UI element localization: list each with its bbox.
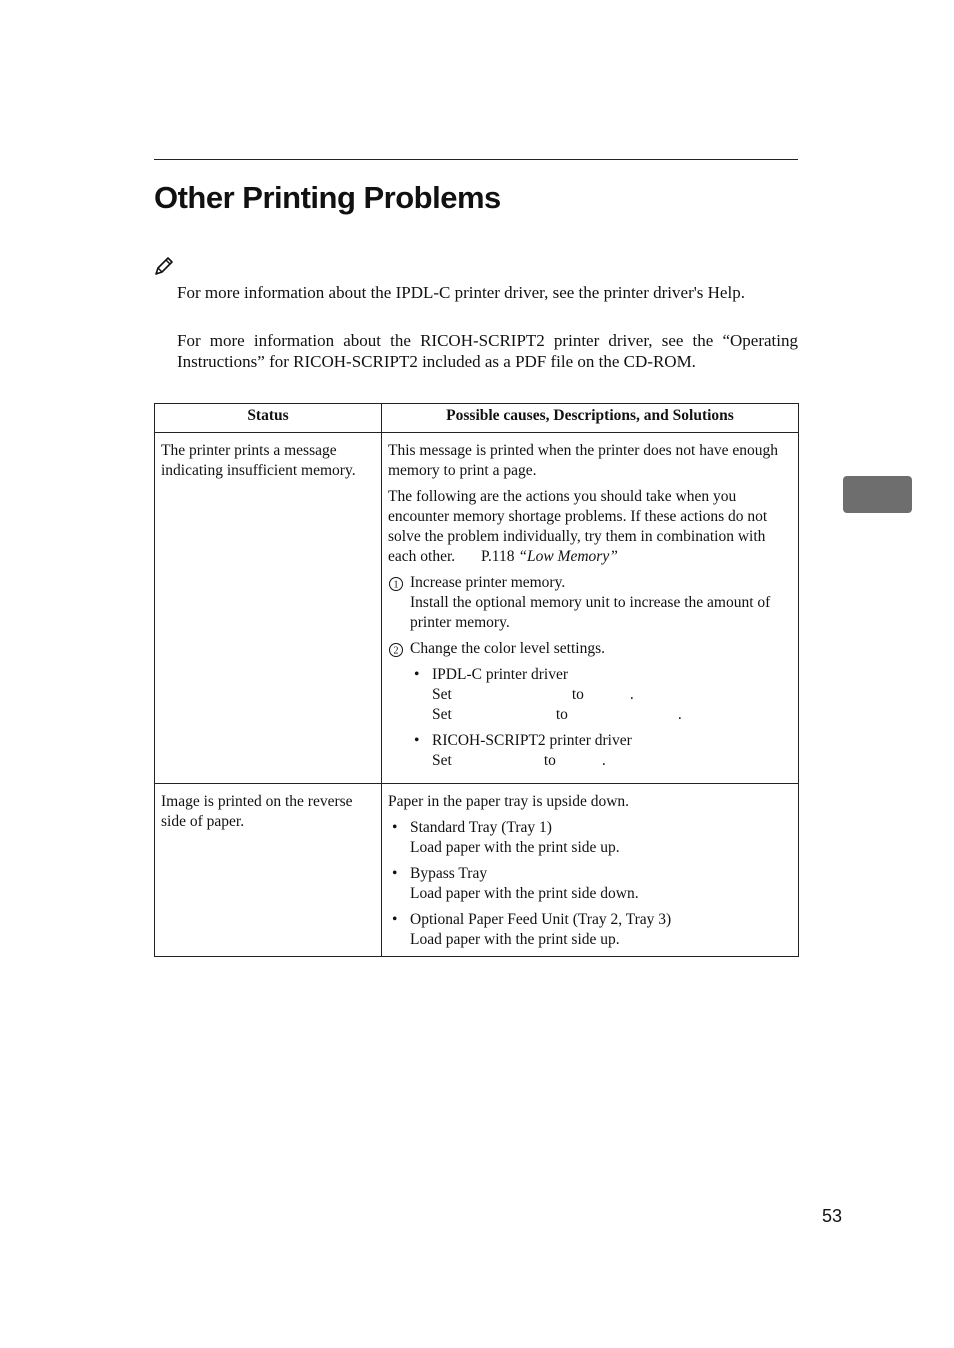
header-rule [154, 159, 798, 160]
bullet-icon: • [392, 911, 398, 928]
description-text: The following are the actions you should take when you encounter memory shortage problems. If these actions do not solve the problem individually, try them in combination with each other. [388, 488, 768, 565]
solution-cell [382, 784, 799, 957]
status-cell: Image is printed on the reverse side of paper. [155, 784, 382, 957]
list-item [410, 731, 792, 771]
to-word: to [555, 706, 568, 723]
driver-name: IPDL-C printer driver [432, 666, 569, 683]
tray-instruction: Load paper with the print side up. [410, 839, 620, 856]
list-item [388, 864, 792, 904]
set-word: Set [432, 686, 452, 703]
description-text [388, 487, 792, 567]
circled-number-one-icon [388, 576, 404, 592]
table-row [155, 433, 799, 784]
driver-name: RICOH-SCRIPT2 printer driver [432, 732, 632, 749]
pencil-note-icon [154, 256, 174, 276]
svg-text:2: 2 [393, 645, 399, 657]
note-paragraph: For more information about the IPDL-C printer driver, see the printer driver's Help. [177, 283, 745, 302]
column-header-status: Status [155, 404, 382, 433]
bullet-icon: • [392, 819, 398, 836]
step-title: Increase printer memory. [410, 574, 566, 591]
tray-instruction: Load paper with the print side down. [410, 885, 639, 902]
tray-instruction: Load paper with the print side up. [410, 931, 620, 948]
set-word: Set [432, 752, 452, 769]
page-number: 53 [822, 1206, 843, 1226]
chapter-tab [843, 476, 912, 513]
page-title: Other Printing Problems [154, 180, 501, 215]
tray-name: Standard Tray (Tray 1) [410, 819, 552, 836]
page-reference[interactable]: P.118 [481, 548, 515, 565]
tray-name: Bypass Tray [410, 865, 488, 882]
to-word: to [571, 686, 584, 703]
column-header-solutions: Possible causes, Descriptions, and Solutions [382, 404, 799, 433]
setting-line: Set to . [432, 706, 682, 723]
list-item [388, 818, 792, 858]
note-paragraph: For more information about the RICOH-SCRIPT2 printer driver, see the “Operating Instructions” for RICOH-SCRIPT2 included as a PDF file on the CD-ROM. [177, 331, 798, 371]
reference-title[interactable]: “Low Memory” [518, 548, 618, 565]
set-word: Set [432, 706, 452, 723]
tray-name: Optional Paper Feed Unit (Tray 2, Tray 3) [410, 911, 672, 928]
bullet-icon: • [414, 732, 420, 749]
description-text: Paper in the paper tray is upside down. [388, 793, 630, 810]
bullet-icon: • [392, 865, 398, 882]
solution-cell [382, 433, 799, 784]
circled-number-two-icon [388, 642, 404, 658]
step-detail: Install the optional memory unit to increase the amount of printer memory. [410, 594, 771, 631]
description-text: This message is printed when the printer does not have enough memory to print a page. [388, 442, 778, 479]
table-header-row [155, 404, 799, 433]
driver-list [410, 665, 792, 771]
to-word: to [543, 752, 556, 769]
table-row [155, 784, 799, 957]
troubleshooting-table [154, 403, 799, 957]
step-title: Change the color level settings. [410, 640, 605, 657]
step-item [388, 573, 792, 633]
bullet-icon: • [414, 666, 420, 683]
step-item [388, 639, 792, 771]
list-item [388, 910, 792, 950]
status-cell: The printer prints a message indicating insufficient memory. [155, 433, 382, 784]
setting-line: Set to . [432, 686, 634, 703]
svg-text:1: 1 [393, 579, 399, 591]
list-item [410, 665, 792, 725]
setting-line: Set to . [432, 752, 606, 769]
